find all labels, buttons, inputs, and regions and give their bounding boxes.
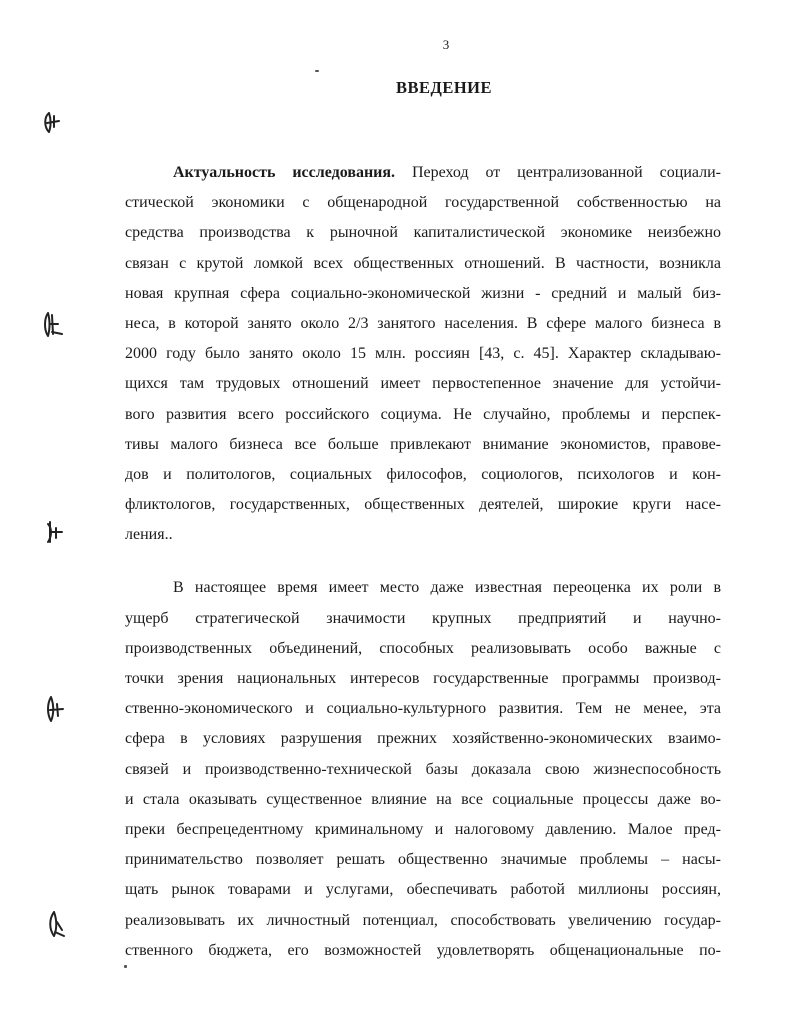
text-line: 2000 году было занято около 15 млн. россиян [43, с. 45]. Характер складываю- [125, 345, 721, 363]
text-line: дов и политологов, социальных философов, социологов, психологов и кон- [125, 465, 721, 483]
hole-mark-icon [40, 310, 66, 340]
scan-speck [315, 70, 319, 72]
text-line: преки беспрецедентному криминальному и налоговому давлению. Малое пред- [125, 820, 721, 838]
text-line: щать рынок товарами и услугами, обеспечивать работой миллионы россиян, [125, 881, 721, 899]
document-body [125, 158, 721, 966]
text-line: новая крупная сфера социально-экономической жизни - средний и малый биз- [125, 284, 721, 302]
paragraph-gap [125, 550, 721, 573]
hole-mark-icon [44, 910, 68, 940]
page-title: ВВЕДЕНИЕ [395, 78, 493, 97]
text-line-content: Переход от централизованной социали- [411, 164, 721, 181]
text-line: точки зрения национальных интересов государственные программы производ- [125, 670, 721, 687]
section-lead: Актуальность исследования. [173, 164, 396, 181]
text-line: фликтологов, государственных, общественных деятелей, широкие круги насе- [125, 496, 721, 514]
text-line: ственного бюджета, его возможностей удовлетворять общенациональные по- [125, 941, 721, 959]
text-line: ления.. [125, 526, 173, 544]
text-line: средства производства к рыночной капиталистической экономике неизбежно [125, 224, 721, 242]
hole-mark-icon [40, 520, 66, 548]
text-line: неса, в которой занято около 2/3 занятого населения. В сфере малого бизнеса в [125, 314, 721, 332]
text-line: тивы малого бизнеса все больше привлекают внимание экономистов, правове- [125, 435, 721, 453]
hole-mark-icon [42, 695, 68, 725]
text-line: ственно-экономического и социально-культурного развития. Тем не менее, эта [125, 700, 721, 718]
text-line: связан с крутой ломкой всех общественных отношений. В частности, возникла [125, 254, 721, 272]
text-line: производственных объединений, способных реализовывать особо важные с [125, 639, 721, 657]
text-line: реализовывать их личностный потенциал, способствовать увеличению государ- [125, 911, 721, 929]
text-line [125, 158, 721, 188]
text-line: В настоящее время имеет место даже известная переоценка их роли в [173, 579, 721, 597]
text-line: вого развития всего российского социума. Не случайно, проблемы и перспек- [125, 405, 721, 423]
text-line: принимательство позволяет решать общественно значимые проблемы – насы- [125, 851, 721, 869]
text-line: щихся там трудовых отношений имеет первостепенное значение для устойчи- [125, 375, 721, 393]
page-number: 3 [442, 37, 450, 52]
text-line: ущерб стратегической значимости крупных предприятий и научно- [125, 609, 721, 627]
text-line: стической экономики с общенародной государственной собственностью на [125, 194, 721, 212]
text-line: связей и производственно-технической базы доказала свою жизнеспособность [125, 760, 721, 778]
text-line: сфера в условиях разрушения прежних хозяйственно-экономических взаимо- [125, 730, 721, 748]
text-line: и стала оказывать существенное влияние на все социальные процессы даже во- [125, 790, 721, 808]
hole-mark-icon [40, 110, 62, 136]
